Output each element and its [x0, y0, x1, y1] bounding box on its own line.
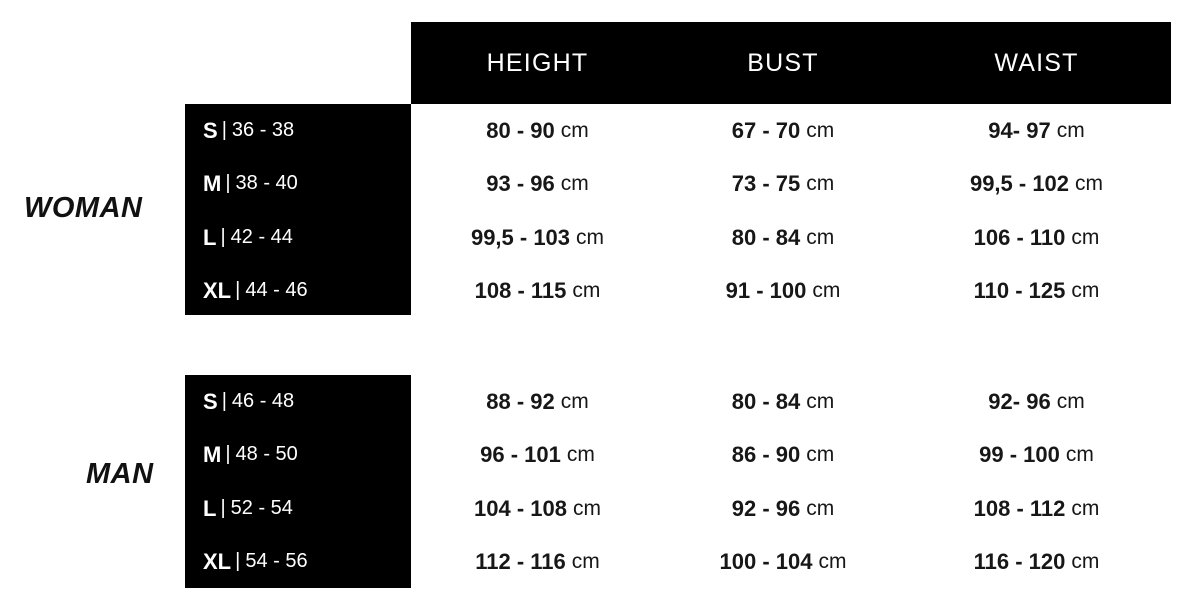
size-code: S: [203, 117, 218, 143]
value-number: 112 - 116: [475, 548, 566, 574]
size-separator: |: [225, 443, 231, 465]
value-waist: [902, 375, 1171, 428]
size-code: S: [203, 388, 218, 414]
value-unit: cm: [1056, 118, 1085, 142]
value-unit: cm: [1075, 171, 1104, 195]
table-header-band: [411, 22, 1171, 104]
size-separator: |: [221, 390, 227, 412]
table-row: [0, 428, 1200, 481]
value-unit: cm: [1065, 442, 1094, 466]
value-number: 99 - 100: [979, 441, 1060, 467]
value-unit: cm: [572, 278, 601, 302]
column-header-height: HEIGHT: [486, 48, 589, 77]
column-header-bust: BUST: [747, 48, 819, 77]
size-separator: |: [221, 119, 227, 141]
value-waist: [902, 482, 1171, 535]
value-unit: cm: [806, 225, 835, 249]
value-number: 100 - 104: [719, 548, 813, 574]
size-cell: [185, 157, 411, 210]
value-unit: cm: [571, 549, 600, 573]
value-bust: [664, 482, 902, 535]
size-cell: [185, 535, 411, 588]
size-code: XL: [203, 548, 232, 574]
value-unit: cm: [560, 171, 589, 195]
value-bust: [664, 104, 902, 157]
size-cell: [185, 264, 411, 317]
value-unit: cm: [560, 118, 589, 142]
value-unit: cm: [1071, 278, 1100, 302]
value-unit: cm: [1056, 389, 1085, 413]
value-number: 93 - 96: [486, 170, 555, 196]
value-unit: cm: [806, 118, 835, 142]
value-waist: [902, 211, 1171, 264]
value-number: 104 - 108: [474, 495, 567, 521]
size-cell: [185, 211, 411, 264]
size-code: L: [203, 495, 217, 521]
value-unit: cm: [1071, 549, 1100, 573]
value-unit: cm: [1071, 225, 1100, 249]
value-height: [411, 157, 664, 210]
value-bust: [664, 535, 902, 588]
size-range: 38 - 40: [235, 172, 298, 194]
value-height: [411, 104, 664, 157]
size-code: M: [203, 170, 222, 196]
value-number: 73 - 75: [731, 170, 801, 196]
table-row: [0, 211, 1200, 264]
size-separator: |: [220, 497, 226, 519]
size-cell: [185, 428, 411, 481]
value-unit: cm: [818, 549, 847, 573]
group-label-woman: WOMAN: [24, 192, 143, 224]
value-waist: [902, 157, 1171, 210]
value-waist: [902, 428, 1171, 481]
value-height: [411, 211, 664, 264]
value-unit: cm: [806, 442, 835, 466]
value-unit: cm: [1071, 496, 1100, 520]
size-range: 54 - 56: [245, 550, 308, 572]
value-number: 108 - 115: [474, 277, 567, 303]
value-waist: [902, 535, 1171, 588]
value-waist: [902, 264, 1171, 317]
table-row: [0, 482, 1200, 535]
value-number: 80 - 84: [731, 388, 801, 414]
value-unit: cm: [806, 496, 835, 520]
value-number: 110 - 125: [973, 277, 1066, 303]
value-number: 96 - 101: [480, 441, 561, 467]
size-range: 46 - 48: [231, 390, 295, 412]
size-cell: [185, 104, 411, 157]
value-number: 106 - 110: [973, 224, 1066, 250]
table-row: [0, 104, 1200, 157]
value-number: 99,5 - 103: [470, 224, 571, 250]
size-code: XL: [203, 277, 232, 303]
table-row: [0, 264, 1200, 317]
value-bust: [664, 211, 902, 264]
value-height: [411, 535, 664, 588]
value-unit: cm: [812, 278, 841, 302]
value-number: 80 - 84: [731, 224, 801, 250]
value-number: 92- 96: [988, 388, 1051, 414]
size-separator: |: [235, 279, 241, 301]
size-code: M: [203, 441, 222, 467]
table-row: [0, 375, 1200, 428]
value-bust: [664, 375, 902, 428]
table-row: [0, 535, 1200, 588]
value-height: [411, 482, 664, 535]
size-code: L: [203, 224, 217, 250]
value-bust: [664, 428, 902, 481]
value-unit: cm: [806, 389, 835, 413]
value-number: 91 - 100: [725, 277, 807, 303]
value-height: [411, 264, 664, 317]
value-height: [411, 428, 664, 481]
value-unit: cm: [572, 496, 601, 520]
size-range: 44 - 46: [245, 279, 308, 301]
size-separator: |: [220, 226, 226, 248]
value-number: 86 - 90: [731, 441, 801, 467]
group-label-man: MAN: [86, 458, 154, 490]
size-cell: [185, 482, 411, 535]
value-unit: cm: [566, 442, 595, 466]
value-number: 92 - 96: [731, 495, 801, 521]
value-bust: [664, 264, 902, 317]
value-unit: cm: [576, 225, 605, 249]
size-separator: |: [235, 550, 241, 572]
size-range: 48 - 50: [235, 443, 298, 465]
value-number: 67 - 70: [731, 117, 801, 143]
value-number: 80 - 90: [486, 117, 555, 143]
value-waist: [902, 104, 1171, 157]
value-unit: cm: [560, 389, 589, 413]
value-number: 108 - 112: [973, 495, 1066, 521]
value-number: 99,5 - 102: [969, 170, 1070, 196]
column-header-waist: WAIST: [994, 48, 1079, 77]
value-number: 116 - 120: [973, 548, 1066, 574]
value-number: 88 - 92: [486, 388, 555, 414]
size-range: 52 - 54: [230, 497, 293, 519]
size-separator: |: [225, 172, 231, 194]
value-unit: cm: [806, 171, 835, 195]
size-range: 36 - 38: [231, 119, 295, 141]
value-height: [411, 375, 664, 428]
value-number: 94- 97: [988, 117, 1051, 143]
size-cell: [185, 375, 411, 428]
table-row: [0, 157, 1200, 210]
size-range: 42 - 44: [230, 226, 293, 248]
value-bust: [664, 157, 902, 210]
